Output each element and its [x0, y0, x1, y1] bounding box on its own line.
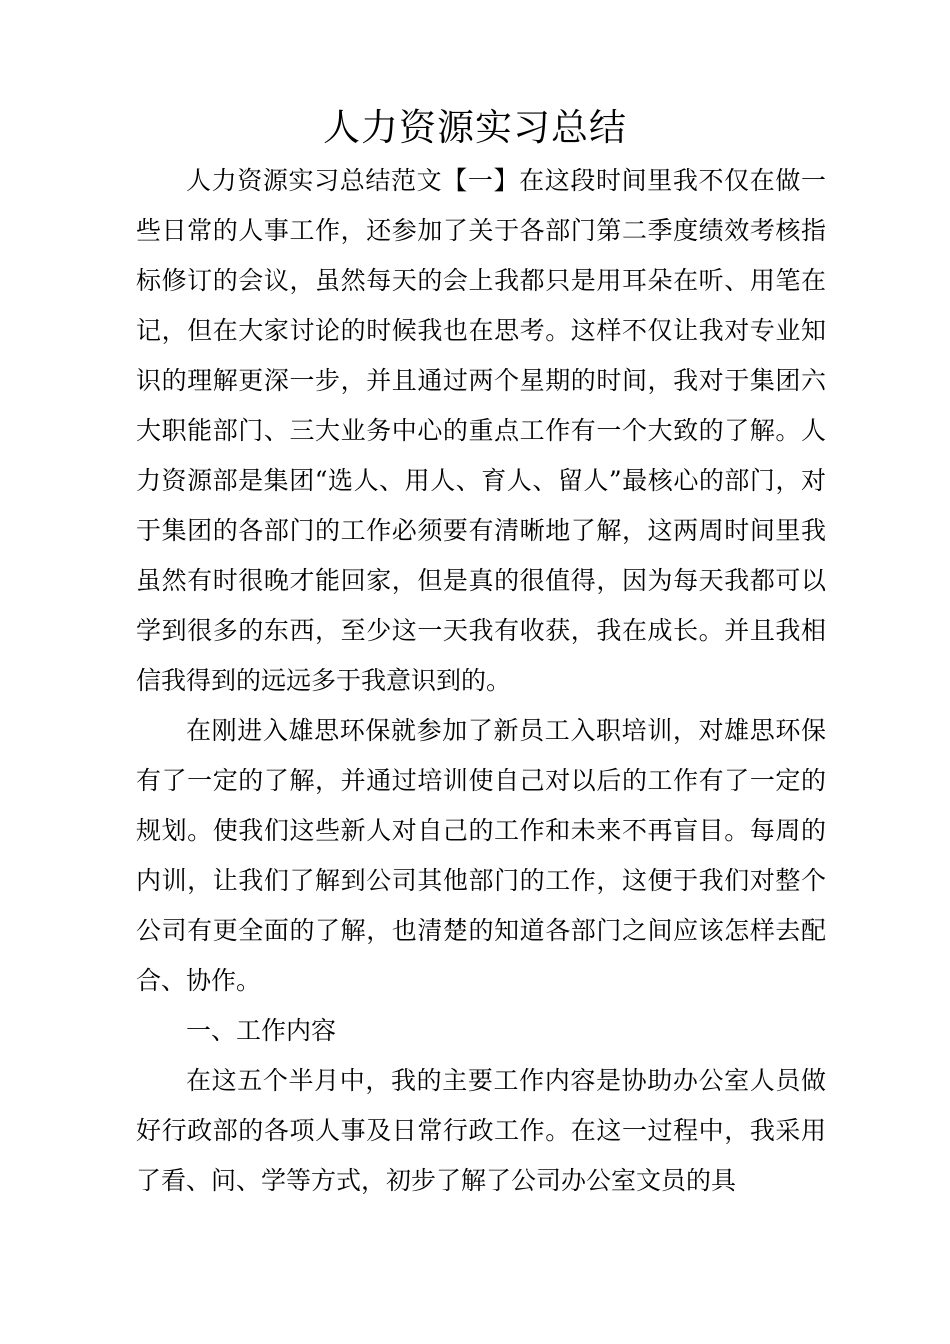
paragraph-2: 在刚进入雄思环保就参加了新员工入职培训，对雄思环保有了一定的了解，并通过培训使自己对以后的工作有了一定的规划。使我们这些新人对自己的工作和未来不再盲目。每周的内训，让我们了解到公司其他部门的工作，这便于我们对整个公司有更全面的了解，也清楚的知道各部门之间应该怎样去配合、协作。	[136, 716, 826, 995]
paragraph-3: 在这五个半月中，我的主要工作内容是协助办公室人员做好行政部的各项人事及日常行政工作。在这一过程中，我采用了看、问、学等方式，初步了解了公司办公室文员的具	[136, 1066, 826, 1195]
document-title: 人力资源实习总结	[323, 106, 627, 149]
section-heading-work-content: 一、工作内容	[186, 1016, 337, 1045]
document-body	[136, 156, 826, 1206]
paragraph-1: 人力资源实习总结范文【一】在这段时间里我不仅在做一些日常的人事工作，还参加了关于各部门第二季度绩效考核指标修订的会议，虽然每天的会上我都只是用耳朵在听、用笔在记，但在大家讨论的时候我也在思考。这样不仅让我对专业知识的理解更深一步，并且通过两个星期的时间，我对于集团六大职能部门、三大业务中心的重点工作有一个大致的了解。人力资源部是集团“选人、用人、育人、留人”最核心的部门，对于集团的各部门的工作必须要有清晰地了解，这两周时间里我虽然有时很晚才能回家，但是真的很值得，因为每天我都可以学到很多的东西，至少这一天我有收获，我在成长。并且我相信我得到的远远多于我意识到的。	[136, 166, 826, 695]
